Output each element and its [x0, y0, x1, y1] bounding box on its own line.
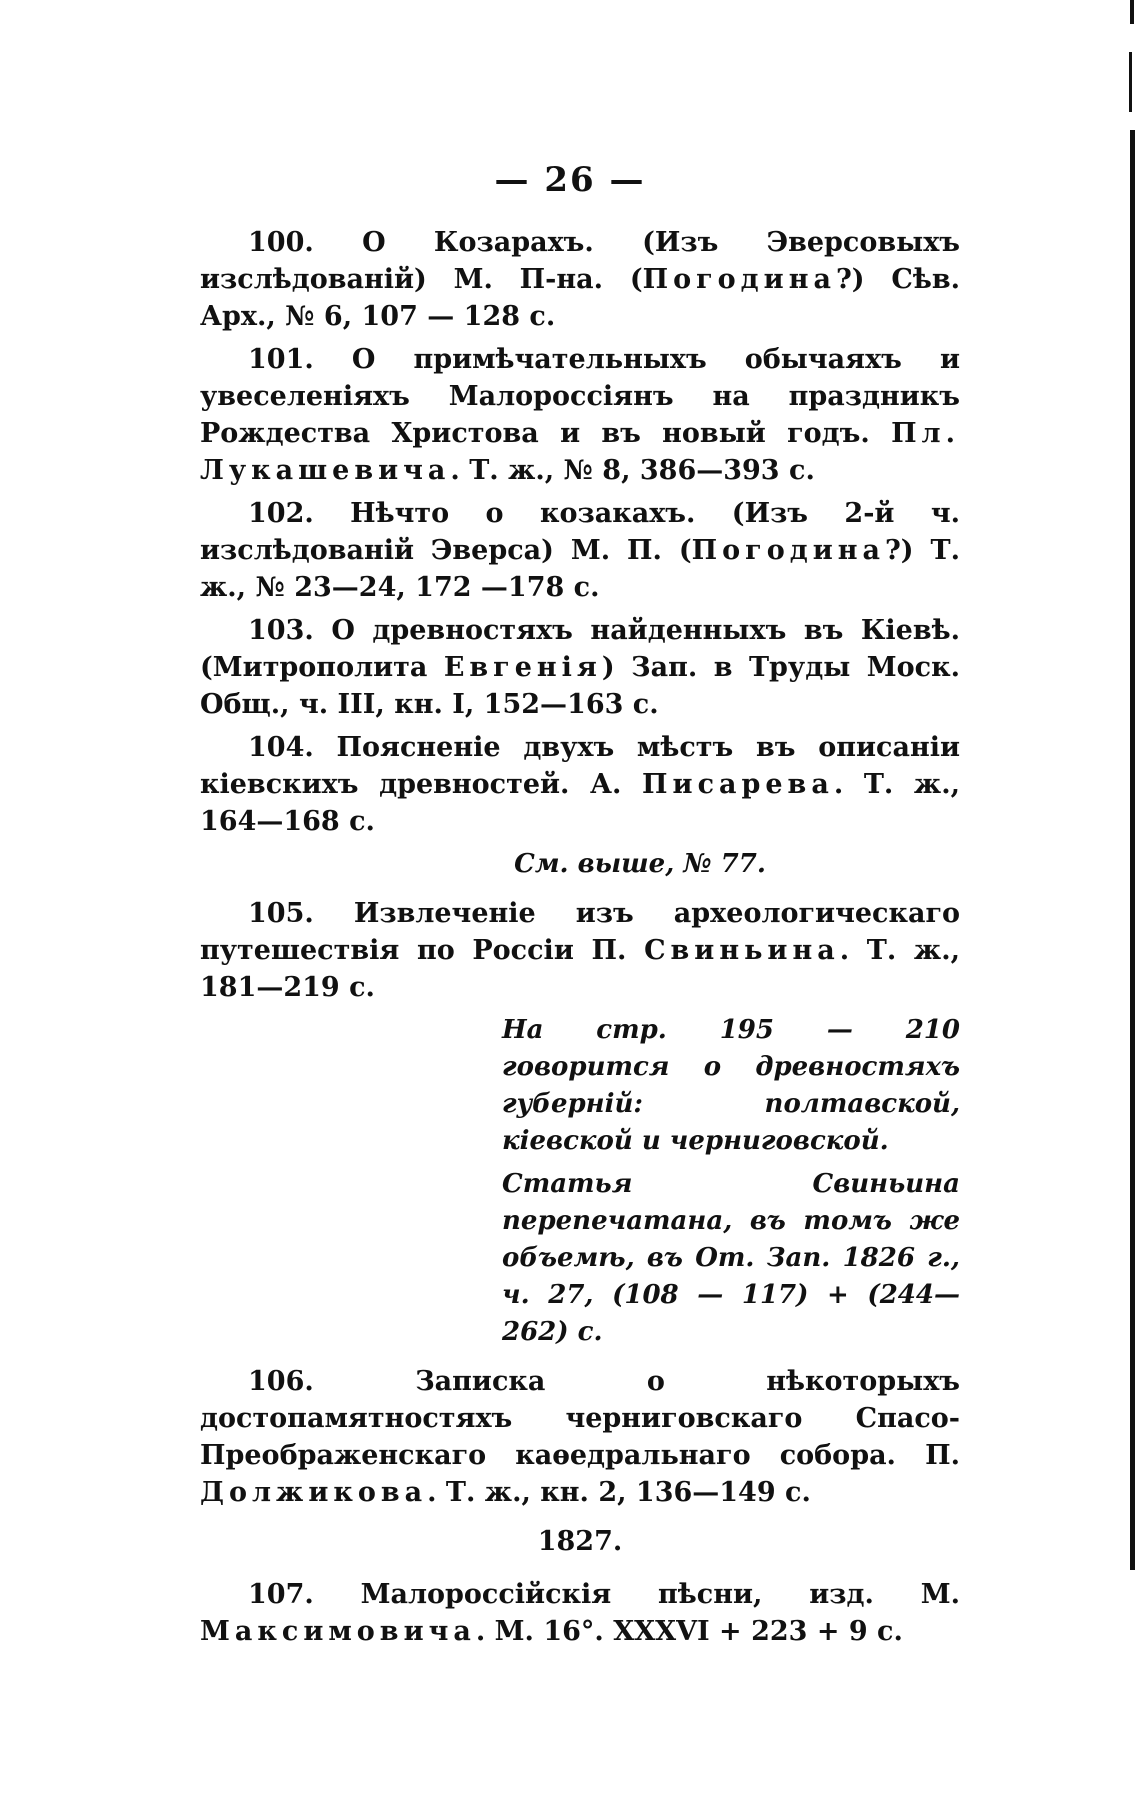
entry-text: . Т. ж., 164—168 с. [200, 769, 960, 837]
entry-number: 102. [248, 498, 314, 529]
entry-number: 104. [248, 732, 314, 763]
entry-text: О древностяхъ найденныхъ въ Кіевѣ. (Митрополита [200, 615, 960, 683]
entry-107 [200, 1576, 960, 1650]
entry-102 [200, 495, 960, 606]
note-see-above: См. выше, № 77. [514, 849, 766, 879]
entry-101 [200, 341, 960, 489]
entry-103 [200, 612, 960, 723]
entry-number: 107. [248, 1579, 314, 1610]
entry-text: . М. 16°. XXXVI + 223 + 9 с. [475, 1616, 903, 1647]
entry-text: ?) Т. ж., № 23—24, 172 —178 с. [200, 535, 960, 603]
entry-text: ?) Сѣв. Арх., № 6, 107 — 128 с. [200, 264, 960, 332]
page-number: — 26 — [494, 160, 646, 200]
note-paragraph: Статья Свиньина перепечатана, въ томъ же объемѣ, въ От. Зап. 1826 г., ч. 27, (108 — 117) + (244—262) с. [502, 1169, 960, 1347]
page-edge-mark [1130, 130, 1135, 1570]
note-paragraph: На стр. 195 — 210 говорится о древностяхъ губерній: полтавской, кіевской и черниговской. [502, 1015, 960, 1156]
entry-text: . Т. ж., кн. 2, 136—149 с. [427, 1477, 811, 1508]
entry-number: 101. [248, 344, 314, 375]
entry-text: Извлеченіе изъ археологическаго путешествія по Россіи П. [200, 898, 961, 966]
entry-text: Записка о нѣкоторыхъ достопамятностяхъ черниговскаго Спасо-Преображенскаго каѳедральнаго собора. П. [200, 1366, 960, 1471]
entry-number: 103. [248, 615, 314, 646]
year-heading: 1827. [537, 1526, 623, 1557]
author-name: Писарева [642, 769, 834, 800]
entry-text: Поясненіе двухъ мѣстъ въ описаніи кіевскихъ древностей. А. [200, 732, 961, 800]
page-edge-mark [1130, 0, 1134, 24]
entry-text: . Т. ж., 181—219 с. [200, 935, 960, 1003]
entry-number: 100. [248, 227, 314, 258]
entry-text: Малороссійскія пѣсни, изд. М. [360, 1579, 960, 1610]
bibliography-list [200, 224, 960, 1656]
page-edge-mark [1129, 52, 1132, 112]
entry-text: . Т. ж., № 8, 386—393 с. [450, 455, 815, 486]
author-name: Погодина [691, 535, 885, 566]
entry-text: О примѣчательныхъ обычаяхъ и увеселеніяхъ Малороссіянъ на праздникъ Рождества Христова и въ новый годъ. [200, 344, 960, 449]
author-name: Погодина [642, 264, 836, 295]
entry-104 [200, 729, 960, 840]
entry-text: ) Зап. в Труды Моск. Общ., ч. III, кн. I, 152—163 с. [200, 652, 960, 720]
entry-105 [200, 895, 960, 1006]
author-name: Евгенія [443, 652, 602, 683]
entry-text: Нѣчто о козакахъ. (Изъ 2-й ч. изслѣдованій Эверса) М. П. ( [200, 498, 960, 566]
author-name: Максимовича [200, 1616, 476, 1647]
entry-number: 105. [248, 898, 314, 929]
author-name: Пл. Лукашевича [200, 418, 960, 486]
entry-text: О Козарахъ. (Изъ Эверсовыхъ изслѣдованій) М. П-на. ( [200, 227, 960, 295]
entry-number: 106. [248, 1366, 314, 1397]
note-block-105 [502, 1012, 960, 1351]
author-name: Свиньина [644, 935, 840, 966]
entry-106 [200, 1363, 960, 1511]
author-name: Должикова [200, 1477, 428, 1508]
entry-100 [200, 224, 960, 335]
